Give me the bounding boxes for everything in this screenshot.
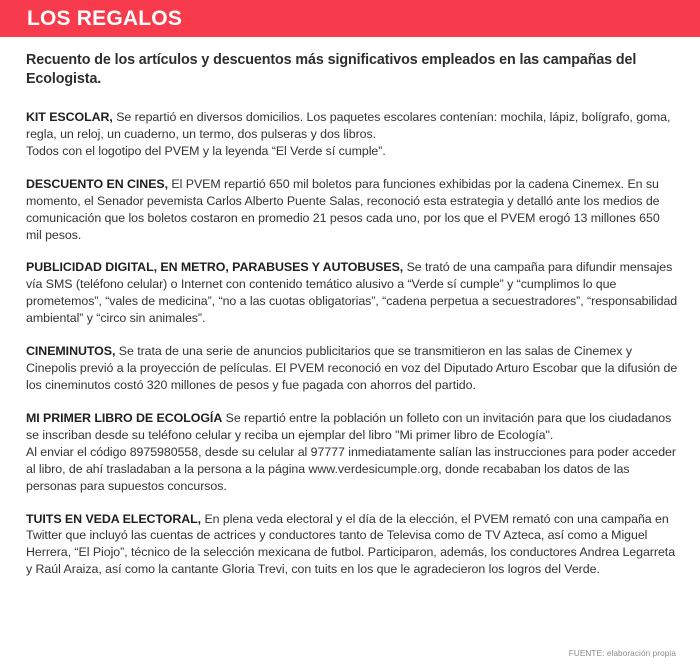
section-body: En plena veda electoral y el día de la elección, el PVEM remató con una campaña en Twitter que incluyó las cuentas de actrices y conductores tanto de Televisa como de TV Azteca, así como a Miguel Herrera, “El Piojo”, técnico de la selección mexicana de futbol. Participaron, además, los conductores Andrea Legarreta y Raúl Araiza, así como la cantante Gloria Trevi, con tuits en los que le agradecieron los logros del Verde. [26,511,676,577]
section-lead: MI PRIMER LIBRO DE ECOLOGÍA [26,410,223,425]
section-paragraph [26,410,678,444]
section-paragraph [26,176,678,244]
section-body: El PVEM repartió 650 mil boletos para funciones exhibidas por la cadena Cinemex. En su momento, el Senador pevemista Carlos Alberto Puente Salas, reconoció esta estrategia y detalló ante los medios de comunicación que los boletos costaron en promedio 21 pesos cada uno, por los que el PVEM erogó 13 millones 650 mil pesos. [26,176,660,242]
section-lead: PUBLICIDAD DIGITAL, EN METRO, PARABUSES Y AUTOBUSES, [26,260,404,275]
section-cineminutos [26,343,678,394]
section-lead: KIT ESCOLAR, [26,110,113,124]
section-body: Se repartió en diversos domicilios. Los paquetes escolares contenían: mochila, lápiz, bolígrafo, goma, regla, un reloj, un cuaderno, un termo, dos pulseras y dos libros. [26,110,671,141]
header-band [0,0,700,37]
section-paragraph [26,259,678,327]
section-tuits-en-veda-electoral [26,511,678,579]
section-paragraph [26,511,678,579]
source-note: FUENTE: elaboración propia [568,649,676,658]
section-publicidad-digital [26,259,678,327]
page-title: LOS REGALOS [27,7,183,30]
intro-paragraph: Recuento de los artículos y descuentos más significativos empleados en las campañas del Ecologista. [26,52,637,87]
section-descuento-en-cines [26,176,678,244]
section-lead: CINEMINUTOS, [26,344,116,359]
section-paragraph [26,343,678,394]
section-paragraph: Todos con el logotipo del PVEM y la leyenda “El Verde sí cumple”. [26,143,386,158]
section-lead: TUITS EN VEDA ELECTORAL, [26,511,202,526]
section-kit-escolar [26,109,678,160]
section-paragraph: Al enviar el código 8975980558, desde su celular al 97777 inmediatamente salían las instrucciones para poder acceder al libro, de ahí trasladaban a la persona a la página www.verdesicumple.org, donde recababan los datos de las personas para supuestos concursos. [26,444,676,493]
content-area [0,37,700,578]
section-paragraph [26,109,678,143]
section-body: Se trató de una campaña para difundir mensajes vía SMS (teléfono celular) o Internet con contenido temático alusivo a “Verde sí cumple” y “cumplimos lo que prometemos”, “vales de medicina”, “no a las cuotas obligatorias”, “cadena perpetua a secuestradores”, “responsabilidad ambiental” y “circo sin animales”. [26,260,678,326]
section-mi-primer-libro-de-ecologia [26,410,678,495]
section-lead: DESCUENTO EN CINES, [26,176,169,191]
section-body: Se trata de una serie de anuncios publicitarios que se transmitieron en las salas de Cinemex y Cinepolis previó a la proyección de películas. El PVEM reconoció en voz del Diputado Arturo Escobar que la difusión de los cineminutos costó 320 millones de pesos y fue pagada con ahorros del partido. [26,344,678,392]
section-body: Se repartió entre la población un folleto con un invitación para que los ciudadanos se inscriban desde su teléfono celular y reciba un ejemplar del libro "Mi primer libro de Ecología". [26,410,672,442]
